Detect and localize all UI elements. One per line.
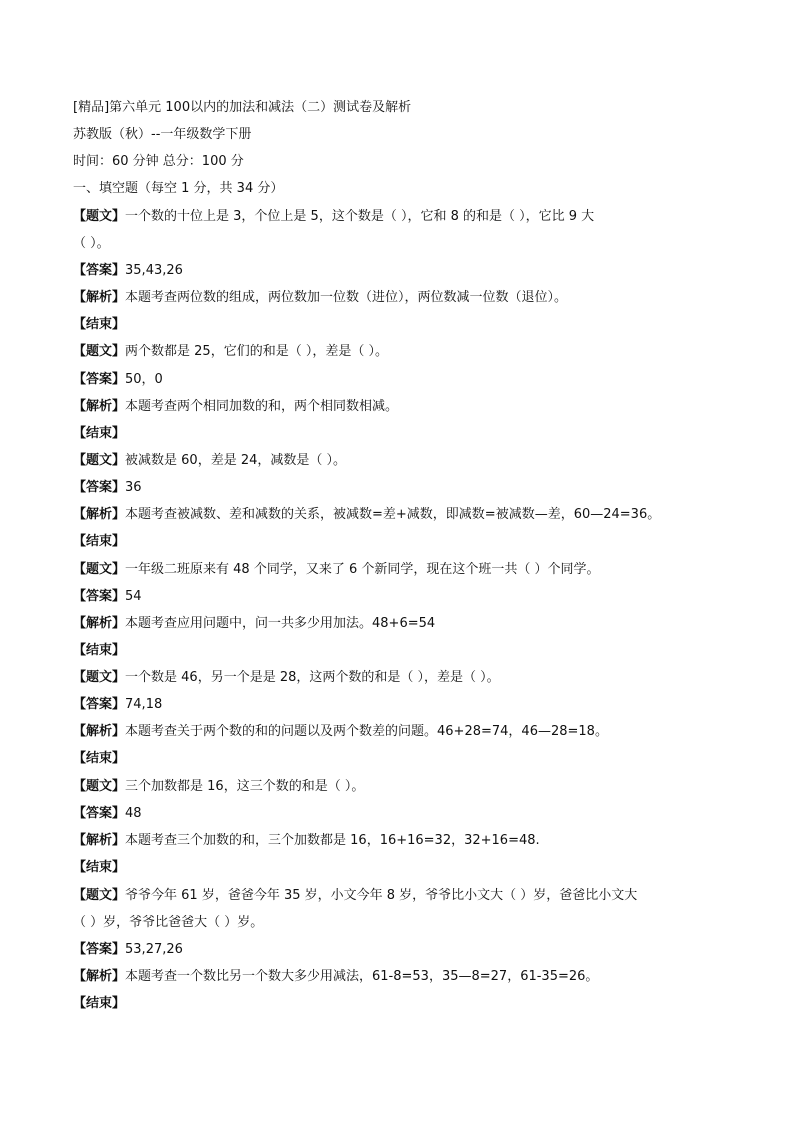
question-3-text: 被减数是 60，差是 24，减数是（ ）。 [125, 453, 346, 468]
question-3 [73, 452, 723, 470]
question-label: 【题文】 [73, 209, 126, 224]
question-label: 【题文】 [73, 562, 126, 577]
analysis-label: 【解析】 [73, 290, 126, 305]
question-2 [73, 343, 723, 361]
analysis-3 [73, 506, 723, 524]
analysis-6-text: 本题考查三个加数的和，三个加数都是 16，16+16=32，32+16=48. [125, 833, 540, 848]
analysis-label: 【解析】 [73, 833, 126, 848]
answer-2 [73, 371, 723, 389]
analysis-label: 【解析】 [73, 969, 126, 984]
question-7 [73, 887, 723, 905]
question-1-continuation: （ ）。 [73, 236, 110, 251]
analysis-7 [73, 968, 723, 986]
analysis-5-text: 本题考查关于两个数的和的问题以及两个数差的问题。46+28=74，46—28=18。 [125, 724, 608, 739]
analysis-2-text: 本题考查两个相同加数的和，两个相同数相减。 [125, 399, 399, 414]
question-2-text: 两个数都是 25，它们的和是（ ），差是（ ）。 [125, 344, 388, 359]
answer-6 [73, 805, 723, 823]
analysis-5 [73, 723, 723, 741]
answer-label: 【答案】 [73, 589, 126, 604]
answer-4-text: 54 [125, 589, 142, 604]
question-label: 【题文】 [73, 888, 126, 903]
analysis-label: 【解析】 [73, 616, 126, 631]
answer-6-text: 48 [125, 806, 142, 821]
question-label: 【题文】 [73, 344, 126, 359]
end-marker-6: 【结束】 [73, 860, 126, 875]
question-5 [73, 669, 723, 687]
question-1 [73, 208, 723, 226]
end-marker-7: 【结束】 [73, 996, 126, 1011]
document-title: [精品]第六单元 100以内的加法和减法（二）测试卷及解析 [73, 100, 412, 115]
answer-label: 【答案】 [73, 942, 126, 957]
answer-2-text: 50，0 [125, 372, 163, 387]
analysis-1 [73, 289, 723, 307]
answer-label: 【答案】 [73, 263, 126, 278]
edition-line: 苏教版（秋）--一年级数学下册 [73, 127, 252, 142]
section-heading: 一、填空题（每空 1 分，共 34 分） [73, 181, 284, 196]
analysis-7-text: 本题考查一个数比另一个数大多少用减法，61-8=53，35—8=27，61-35=26。 [125, 969, 599, 984]
time-score-line: 时间：60 分钟 总分：100 分 [73, 154, 244, 169]
question-5-text: 一个数是 46，另一个是是 28，这两个数的和是（ ），差是（ ）。 [125, 670, 500, 685]
analysis-3-text: 本题考查被减数、差和减数的关系，被减数=差+减数，即减数=被减数—差，60—24=36。 [125, 507, 661, 522]
end-marker-4: 【结束】 [73, 643, 126, 658]
answer-1-text: 35,43,26 [125, 263, 183, 278]
analysis-1-text: 本题考查两位数的组成，两位数加一位数（进位），两位数减一位数（退位）。 [125, 290, 568, 305]
answer-5 [73, 696, 723, 714]
analysis-label: 【解析】 [73, 399, 126, 414]
question-1-text: 一个数的十位上是 3，个位上是 5，这个数是（ ），它和 8 的和是（ ），它比 9 大 [125, 209, 595, 224]
question-6-text: 三个加数都是 16，这三个数的和是（ ）。 [125, 779, 365, 794]
analysis-4-text: 本题考查应用问题中，问一共多少用加法。48+6=54 [125, 616, 436, 631]
analysis-label: 【解析】 [73, 507, 126, 522]
question-6 [73, 778, 723, 796]
analysis-2 [73, 398, 723, 416]
answer-4 [73, 588, 723, 606]
end-marker-2: 【结束】 [73, 426, 126, 441]
question-label: 【题文】 [73, 453, 126, 468]
analysis-label: 【解析】 [73, 724, 126, 739]
analysis-4 [73, 615, 723, 633]
question-label: 【题文】 [73, 779, 126, 794]
answer-3 [73, 479, 723, 497]
question-4 [73, 561, 723, 579]
question-4-text: 一年级二班原来有 48 个同学，又来了 6 个新同学，现在这个班一共（ ）个同学。 [125, 562, 600, 577]
answer-label: 【答案】 [73, 697, 126, 712]
answer-3-text: 36 [125, 480, 142, 495]
end-marker-5: 【结束】 [73, 751, 126, 766]
answer-7 [73, 941, 723, 959]
question-7-continuation: （ ）岁，爷爷比爸爸大（ ）岁。 [73, 915, 264, 930]
answer-label: 【答案】 [73, 480, 126, 495]
analysis-6 [73, 832, 723, 850]
end-marker-1: 【结束】 [73, 317, 126, 332]
end-marker-3: 【结束】 [73, 534, 126, 549]
answer-1 [73, 262, 723, 280]
answer-label: 【答案】 [73, 806, 126, 821]
question-label: 【题文】 [73, 670, 126, 685]
question-7-text: 爷爷今年 61 岁，爸爸今年 35 岁，小文今年 8 岁，爷爷比小文大（ ）岁，爸爸比小文大 [125, 888, 638, 903]
answer-label: 【答案】 [73, 372, 126, 387]
answer-5-text: 74,18 [125, 697, 163, 712]
answer-7-text: 53,27,26 [125, 942, 183, 957]
